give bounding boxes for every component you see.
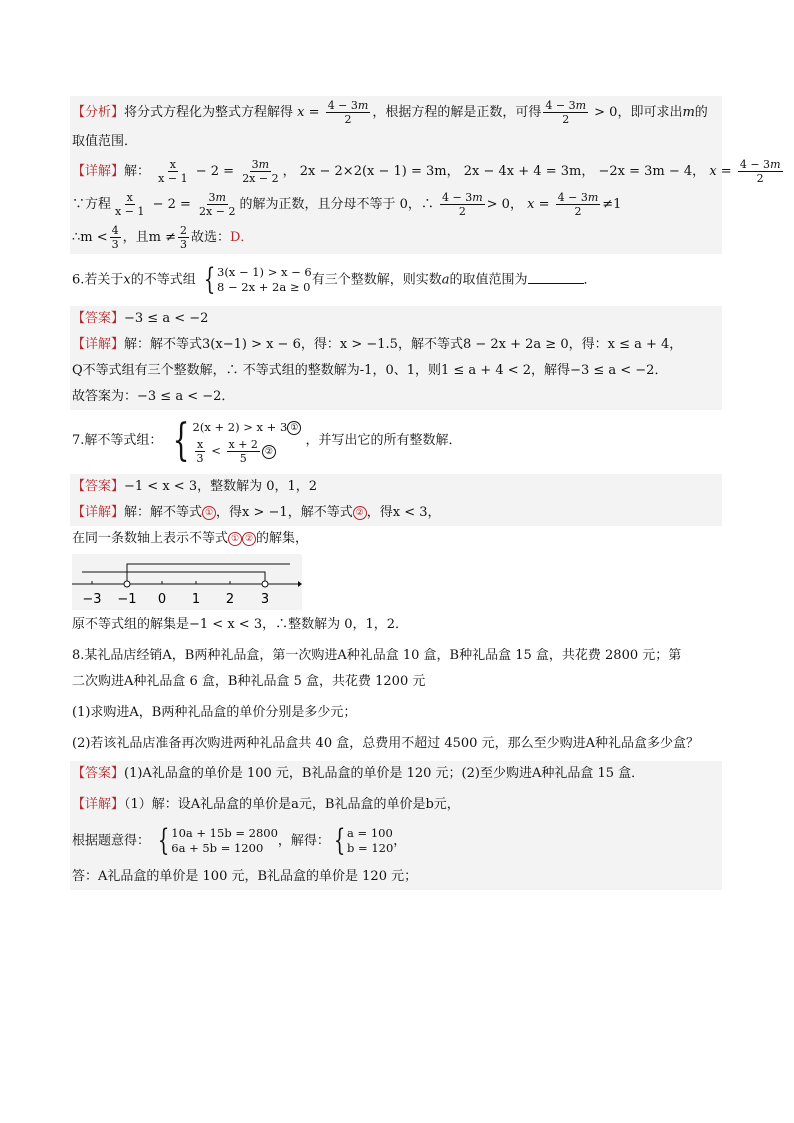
q5-detail-line2: ∵方程 $\frac{x}{x - 1}$ − 2 = $\frac{3m}{2x - 2}$ 的解为正数，且分母不等于 0，∴ $\frac{4 - 3m}{2}$ > 0， x = $\frac{4 - 3m}{2}$ ≠1 [72,191,622,218]
text: 取值范围． [72,134,138,149]
text: 将分式方程化为整式方程解得 [124,105,294,120]
detail-tag: 【详解】 [72,505,125,520]
text: ，即可求出 [617,105,683,120]
answer-text: −1 < x < 3 [124,479,198,494]
q8-detail-line2 [70,818,722,859]
q5-analysis-line2 [70,129,722,155]
equation: −3 ≤ a < −2 [570,363,655,378]
q7-solution-box [70,474,722,526]
fraction: $\frac{4 - 3m}{2}$ [442,191,483,218]
fraction: $\frac{4 - 3m}{2}$ [545,99,587,126]
axis-ticks [82,581,269,607]
equation: 8 − 2x + 2a ≥ 0 [462,337,569,352]
text: 在同一条数轴上表示不等式 [72,531,229,546]
solution-system: { a = 100 b = 120 [333,823,394,858]
text: 的解为正数，且分母不等于 0，∴ [239,197,434,212]
text: ，∴整数解为 0，1，2． [262,617,409,632]
fraction: $\frac{4 - 3m}{2}$ [557,191,599,218]
analysis-tag: 【分析】 [72,105,125,120]
text: ∵方程 [72,197,112,212]
text: 答：A礼品盒的单价是 100 元，B礼品盒的单价是 120 元； [72,869,418,884]
q7-stem [70,410,722,468]
answer-tag: 【答案】 [72,311,125,326]
text: ，解得 [531,363,571,378]
answer-text: −3 ≤ a < −2 [124,311,209,326]
text: 7.解不等式组： [72,433,163,448]
answer-choice: D． [230,230,254,245]
q5-analysis-line: 【分析】将分式方程化为整式方程解得 x = $\frac{4 - 3m}{2}$ ，根据方程的解是正数，可得 $\frac{4 - 3m}{2}$ > 0，即可求出m的 [72,99,708,126]
text: 的 [694,105,708,120]
inequality-system: { 2(x + 2) > x + 3 ① $\frac{x}{3}$ < $\frac{x + 2}{5}$ ② [167,416,302,465]
text: 二次购进A种礼品盒 6 盒，B种礼品盒 5 盒，共花费 1200 元 [72,674,426,689]
axis-tick-label: 2 [225,592,235,607]
equation: x < 3 [392,505,428,520]
text: ， [692,164,706,179]
text: 原不等式组的解集是 [72,617,190,632]
text: ，得 [366,505,393,520]
text: ， [669,337,683,352]
number-line-diagram [72,554,302,610]
q6-detail-line2 [70,358,722,384]
text: 的不等式组 [130,272,196,288]
fraction: $\frac{x}{x - 1}$ [115,191,145,218]
text: > 0 [486,197,510,212]
text: 根据题意得： [72,833,151,849]
answer-text: ，整数解为 0，1，2 [197,479,318,494]
axis-tick-label: 0 [157,592,167,607]
equation: x ≤ a + 4 [607,337,670,352]
equation: 2x − 4x + 4 = 3m [463,164,582,179]
equation-system: { 10a + 15b = 2800 6a + 5b = 1200 [157,823,278,858]
circled-number: ② [262,445,276,459]
text: ，得 [216,505,243,520]
fraction: $\frac{2}{3}$ [179,224,187,251]
text: 故选： [190,230,230,245]
q6-detail-line1 [70,332,722,358]
system-row: 6a + 5b = 1200 [171,841,264,855]
equation: −2x = 3m − 4 [598,164,693,179]
equation: −3 ≤ a < −2 [137,389,222,404]
fraction: $\frac{x}{x - 1}$ [158,158,188,185]
fraction: $\frac{4 - 3m}{2}$ [327,99,369,126]
system-row: 3(x − 1) > x − 6 [217,265,312,279]
fraction: $\frac{3m}{2x - 2}$ [199,191,236,218]
axis-tick-label: 1 [191,592,201,607]
text: 解： [124,164,151,179]
text: Q不等式组有三个整数解，∴ 不等式组的整数解为-1，0、1，则 [72,363,441,378]
system-row: a = 100 [347,826,393,840]
solution-ray-2 [82,572,265,584]
fraction: $\frac{3m}{2x - 2}$ [242,158,279,185]
answer-tag: 【答案】 [72,479,125,494]
q8-stem-line1 [70,638,722,669]
fraction: $\frac{4 - 3m}{2}$ [739,158,781,185]
axis-tick-label: −3 [82,592,102,607]
text: ， [282,164,296,179]
q8-detail-line1 [70,787,722,818]
text: (2)若该礼品店准备再次购进两种礼品盒共 40 盒，总费用不超过 4500 元，那么至少购进A种礼品盒多少盒？ [72,736,699,751]
text: ， [393,833,407,849]
detail-tag: 【详解】 [72,797,125,812]
text: ， [581,164,595,179]
open-point-minus1 [124,581,130,587]
equation: −1 < x < 3 [189,617,263,632]
q7-conclusion [70,612,722,638]
text: ，得： [568,337,608,352]
text: 故答案为： [72,389,138,404]
q8-detail-line3 [70,859,722,890]
equation: x > −1.5 [339,337,398,352]
axis-tick-label: 3 [260,592,270,607]
q6-solution-box [70,306,722,410]
equation: 1 ≤ a + 4 < 2 [441,363,532,378]
q8-question1 [70,695,722,726]
answer-blank [528,269,584,284]
axis-tick-label: −1 [117,592,137,607]
text: ∴m < [72,230,108,245]
q8-question2 [70,726,722,757]
text: ，解不等式 [397,337,463,352]
text: ，并写出它的所有整数解． [305,433,462,448]
q7-answer-line [70,474,722,500]
text: ， [446,164,460,179]
text: 的取值范围为 [449,272,528,288]
text: 6.若关于 [72,272,124,288]
system-row: 8 − 2x + 2a ≥ 0 [217,280,311,294]
text: 解：解不等式 [124,337,203,352]
circled-number: ① [202,506,216,520]
answer-text: (1)A礼品盒的单价是 100 元，B礼品盒的单价是 120 元；(2)至少购进A种礼品盒 15 盒． [124,766,645,781]
open-point-3 [262,581,268,587]
answer-tag: 【答案】 [72,766,125,781]
inequality-system: { 3(x − 1) > x − 6 8 − 2x + 2a ≥ 0 [203,262,312,297]
system-row: 10a + 15b = 2800 [171,826,278,840]
text: ，解得： [277,833,330,849]
text: 8.某礼品店经销A，B两种礼品盒，第一次购进A种礼品盒 10 盒，B种礼品盒 15 盒，共花费 2800 元；第 [72,648,682,663]
q8-stem-line2 [70,669,722,695]
text: （1）解：设A礼品盒的单价是a元，B礼品盒的单价是b元， [124,797,460,812]
text: ． [654,363,668,378]
text: ． [583,272,597,288]
text: 有三个整数解，则实数 [311,272,442,288]
equation: x > −1 [242,505,288,520]
circled-number: ① [228,532,242,546]
circled-number: ② [353,506,367,520]
document-page [70,96,781,890]
text: ， [509,197,523,212]
q7-detail-line1 [70,500,722,526]
q6-stem: 6.若关于x的不等式组 { 3(x − 1) > x − 6 8 − 2x + 2a ≥ 0 有三个整数解，则实数a的取值范围为 ． [72,262,597,297]
q5-detail-line1: 【详解】解： $\frac{x}{x - 1}$ − 2 = $\frac{3m}{2x - 2}$ ， 2x − 2×2(x − 1) = 3m， 2x − 4x + 4 = 3m， −2x = 3m − 4， x = $\frac{4 - 3m}{2}$ [72,158,781,185]
text: 解：解不等式 [124,505,203,520]
system-row: 2(x + 2) > x + 3 [192,420,288,434]
text: ． [221,389,235,404]
equation: 2x − 2×2(x − 1) = 3m [299,164,447,179]
detail-tag: 【详解】 [72,337,125,352]
system-row: b = 120 [347,841,394,855]
text: ，且m ≠ [122,230,176,245]
text: ，根据方程的解是正数，可得 [372,105,542,120]
detail-tag: 【详解】 [72,164,125,179]
q8-answer-line [70,761,722,787]
text: ≠1 [602,197,622,212]
q6-answer-line [70,306,722,332]
text: 的解集， [256,531,309,546]
circled-number: ① [287,421,301,435]
text: ，得： [300,337,340,352]
text: (1)求购进A，B两种礼品盒的单价分别是多少元； [72,705,357,720]
circled-number: ② [242,532,256,546]
text: ，解不等式 [287,505,353,520]
text: ， [427,505,441,520]
q6-detail-line3 [70,384,722,410]
q8-solution-box [70,761,722,890]
q7-detail-line2 [70,526,722,552]
axis-arrow [298,581,302,587]
q5-detail-line3 [70,221,722,254]
q5-solution-box [70,96,781,254]
fraction: $\frac{4}{3}$ [111,224,119,251]
equation: 3(x−1) > x − 6 [202,337,301,352]
